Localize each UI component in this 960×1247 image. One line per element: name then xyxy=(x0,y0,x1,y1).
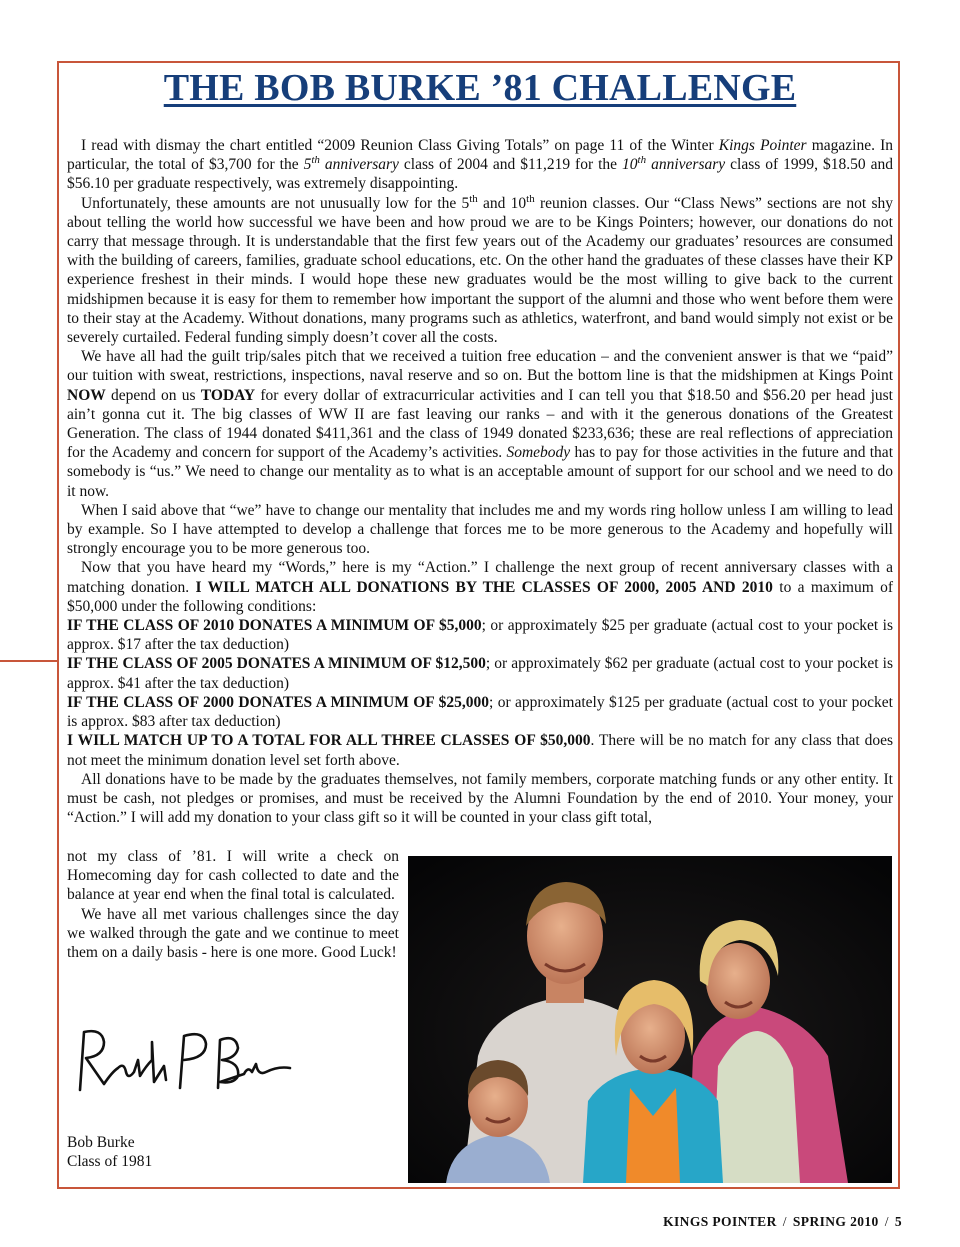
handwritten-signature xyxy=(68,1022,308,1102)
footer-issue: SPRING 2010 xyxy=(792,1214,879,1229)
signer-block xyxy=(67,1133,152,1171)
footer-page-number: 5 xyxy=(894,1214,902,1229)
paragraph-6: All donations have to be made by the graduates themselves, not family members, corporate matching funds or any other entity. It must be cash, not pledges or promises, and must be received by the Alumni Foundation by the end of 2010. Your money, your “Action.” I will add my donation to your class gift so it will be counted in your class gift total, xyxy=(67,770,893,827)
footer-publication: KINGS POINTER xyxy=(663,1214,777,1229)
paragraph-7: We have all met various challenges since the day we walked through the gate and we continue to meet them on a daily basis - here is one more. Good Luck! xyxy=(67,905,399,962)
condition-class-2000: IF THE CLASS OF 2000 DONATES A MINIMUM OF $25,000; or approximately $125 per graduate (actual cost to your pocket is approx. $83 after tax deduction) xyxy=(67,693,893,731)
left-column-text xyxy=(67,847,399,962)
condition-total-match: I WILL MATCH UP TO A TOTAL FOR ALL THREE CLASSES OF $50,000. There will be no match for any class that does not meet the minimum donation level set forth above. xyxy=(67,732,893,769)
condition-class-2005: IF THE CLASS OF 2005 DONATES A MINIMUM OF $12,500; or approximately $62 per graduate (actual cost to your pocket is approx. $41 after the tax deduction) xyxy=(67,655,893,692)
family-photo-illustration xyxy=(408,856,892,1183)
article-body xyxy=(67,136,893,827)
paragraph-1: I read with dismay the chart entitled “2009 Reunion Class Giving Totals” on page 11 of the Winter Kings Pointer magazine. In particular, the total of $3,700 for the 5th anniversary class of 2004 and $11,219 for the 10th anniversary class of 1999, $18.50 and $56.10 per graduate respectively, was extremely disappointing. xyxy=(67,137,893,193)
footer-separator: / xyxy=(782,1214,787,1229)
paragraph-2: Unfortunately, these amounts are not unusually low for the 5th and 10th reunion classes. Our “Class News” sections are not shy about telling the world how successful we have been and how proud we are to be Kings Pointers; however, our donations do not carry that message through. It is understandable that the first few years out of the Academy our graduates’ resources are consumed with the building of careers, families, graduate school educations, etc. On the other hand the graduates of these classes have their KP experience freshest in their minds. I would hope these new graduates would be the most willing to give back to the current midshipmen because it is easy for them to remember how important the support of the alumni and those who went before them were to their stay at the Academy. Without donations, many programs such as athletics, waterfront, and band would simply not exist or be severely curtailed. Federal funding simply doesn’t cover all the costs. xyxy=(67,192,893,347)
paragraph-4: When I said above that “we” have to change our mentality that includes me and my words ring hollow unless I am willing to lead by example. So I have attempted to develop a challenge that forces me to be more generous to the Academy and hopefully will strongly encourage you to be more generous too. xyxy=(67,501,893,558)
family-photo xyxy=(408,856,892,1183)
signer-name: Bob Burke xyxy=(67,1134,135,1151)
condition-class-2010: IF THE CLASS OF 2010 DONATES A MINIMUM OF $5,000; or approximately $25 per graduate (actual cost to your pocket is approx. $17 after the tax deduction) xyxy=(67,617,893,654)
paragraph-5: Now that you have heard my “Words,” here is my “Action.” I challenge the next group of recent anniversary classes with a matching donation. I WILL MATCH ALL DONATIONS BY THE CLASSES OF 2000, 2005 AND 2010 to a maximum of $50,000 under the following conditions: xyxy=(67,559,894,615)
paragraph-3: We have all had the guilt trip/sales pitch that we received a tuition free education – and the convenient answer is that we “paid” our tuition with sweat, restrictions, inspections, naval reserve and so on. But the bottom line is that the midshipmen at Kings Point NOW depend on us TODAY for every dollar of extracurricular activities and I can tell you that $18.50 and $56.20 per head just ain’t gonna cut it. The big classes of WW II are fast leaving our ranks – and with it the generous donations of the Greatest Generation. The class of 1944 donated $411,361 and the class of 1949 donated $233,636; these are real reflections of appreciation for the Academy and concern for support of the Academy’s activities. Somebody has to pay for those activities in the future and that somebody is “us.” We need to change our mentality as to what is an acceptable amount of support for our school and we need to do it now. xyxy=(67,348,893,500)
publication-name: Kings Pointer xyxy=(718,137,807,154)
signature-illustration xyxy=(68,1022,308,1102)
footer-separator: / xyxy=(884,1214,889,1229)
paragraph-6-continued: not my class of ’81. I will write a check on Homecoming day for cash collected to date and the balance at year end when the final total is calculated. xyxy=(67,848,399,904)
signer-class: Class of 1981 xyxy=(67,1153,153,1170)
frame-tick-mark xyxy=(0,660,59,662)
article-title: THE BOB BURKE ’81 CHALLENGE xyxy=(163,67,797,109)
page-footer xyxy=(663,1214,902,1230)
